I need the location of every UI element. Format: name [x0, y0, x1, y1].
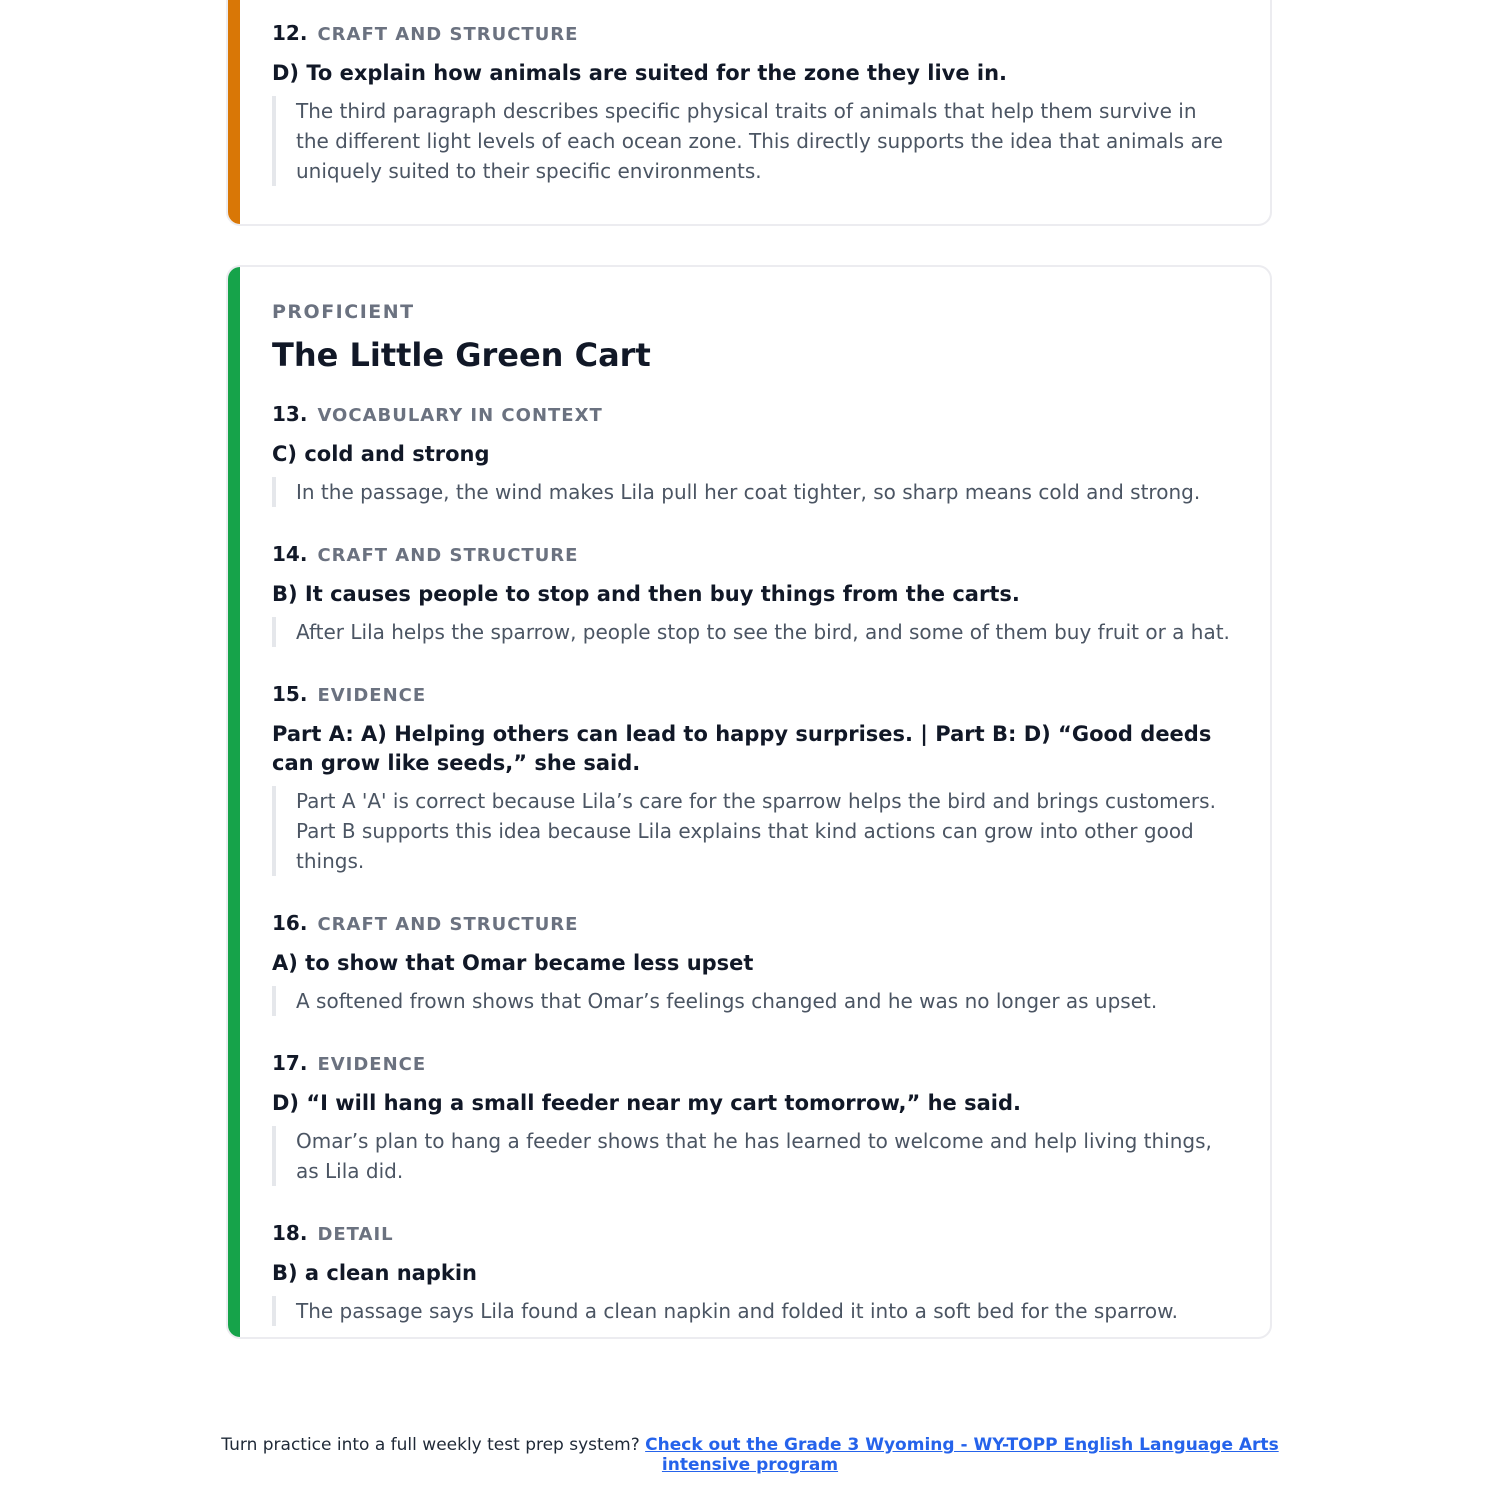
level-label: PROFICIENT: [272, 301, 415, 323]
question-15: [272, 681, 1234, 876]
question-header: [272, 541, 1234, 569]
answer-explanation: The passage says Lila found a clean napkin and folded it into a soft bed for the sparrow.: [272, 1296, 1234, 1326]
question-category: EVIDENCE: [317, 1054, 427, 1075]
question-category: CRAFT AND STRUCTURE: [317, 24, 579, 45]
card-accent-bar: [228, 267, 240, 1337]
question-number: 15.: [272, 682, 308, 706]
card-content: [272, 301, 1234, 1326]
passage-title: The Little Green Cart: [272, 336, 651, 374]
question-12: [272, 20, 1234, 186]
question-13: [272, 401, 1234, 507]
question-number: 17.: [272, 1051, 308, 1075]
correct-answer: Part A: A) Helping others can lead to happy surprises. | Part B: D) “Good deeds can grow like seeds,” she said.: [272, 722, 1212, 775]
answer-explanation: After Lila helps the sparrow, people stop to see the bird, and some of them buy fruit or a hat.: [272, 617, 1234, 647]
question-number: 13.: [272, 402, 308, 426]
question-14: [272, 541, 1234, 647]
footer-prompt-text: Turn practice into a full weekly test prep system?: [221, 1435, 640, 1455]
question-18: [272, 1220, 1234, 1326]
answer-card-previous-section: [226, 0, 1272, 226]
question-category: CRAFT AND STRUCTURE: [317, 545, 579, 566]
card-accent-bar: [228, 0, 240, 224]
correct-answer: B) It causes people to stop and then buy things from the carts.: [272, 582, 1020, 606]
question-category: DETAIL: [317, 1224, 394, 1245]
question-header: [272, 910, 1234, 938]
footer-promo: [200, 1435, 1300, 1475]
correct-answer: D) “I will hang a small feeder near my cart tomorrow,” he said.: [272, 1091, 1021, 1115]
question-header: [272, 681, 1234, 709]
answer-explanation: The third paragraph describes specific physical traits of animals that help them survive in the different light levels of each ocean zone. This directly supports the idea that animals are uniquely suited to their specific environments.: [272, 96, 1234, 186]
correct-answer: A) to show that Omar became less upset: [272, 951, 754, 975]
correct-answer: B) a clean napkin: [272, 1261, 477, 1285]
answer-explanation: Part A 'A' is correct because Lila’s care for the sparrow helps the bird and brings customers. Part B supports this idea because Lila explains that kind actions can grow into other good things.: [272, 786, 1234, 876]
program-link[interactable]: Check out the Grade 3 Wyoming - WY-TOPP English Language Arts intensive program: [645, 1435, 1279, 1475]
answer-explanation: A softened frown shows that Omar’s feelings changed and he was no longer as upset.: [272, 986, 1234, 1016]
question-number: 18.: [272, 1221, 308, 1245]
question-number: 14.: [272, 542, 308, 566]
question-header: [272, 1220, 1234, 1248]
question-17: [272, 1050, 1234, 1186]
answer-explanation: Omar’s plan to hang a feeder shows that he has learned to welcome and help living things, as Lila did.: [272, 1126, 1234, 1186]
question-16: [272, 910, 1234, 1016]
correct-answer: C) cold and strong: [272, 442, 490, 466]
card-content: [272, 20, 1234, 186]
answer-card-little-green-cart: [226, 265, 1272, 1339]
question-header: [272, 401, 1234, 429]
question-header: [272, 20, 1234, 48]
question-number: 12.: [272, 21, 308, 45]
correct-answer: D) To explain how animals are suited for the zone they live in.: [272, 61, 1008, 85]
question-category: VOCABULARY IN CONTEXT: [317, 405, 603, 426]
question-number: 16.: [272, 911, 308, 935]
answer-explanation: In the passage, the wind makes Lila pull her coat tighter, so sharp means cold and strong.: [272, 477, 1234, 507]
question-category: CRAFT AND STRUCTURE: [317, 914, 579, 935]
question-category: EVIDENCE: [317, 685, 427, 706]
question-header: [272, 1050, 1234, 1078]
